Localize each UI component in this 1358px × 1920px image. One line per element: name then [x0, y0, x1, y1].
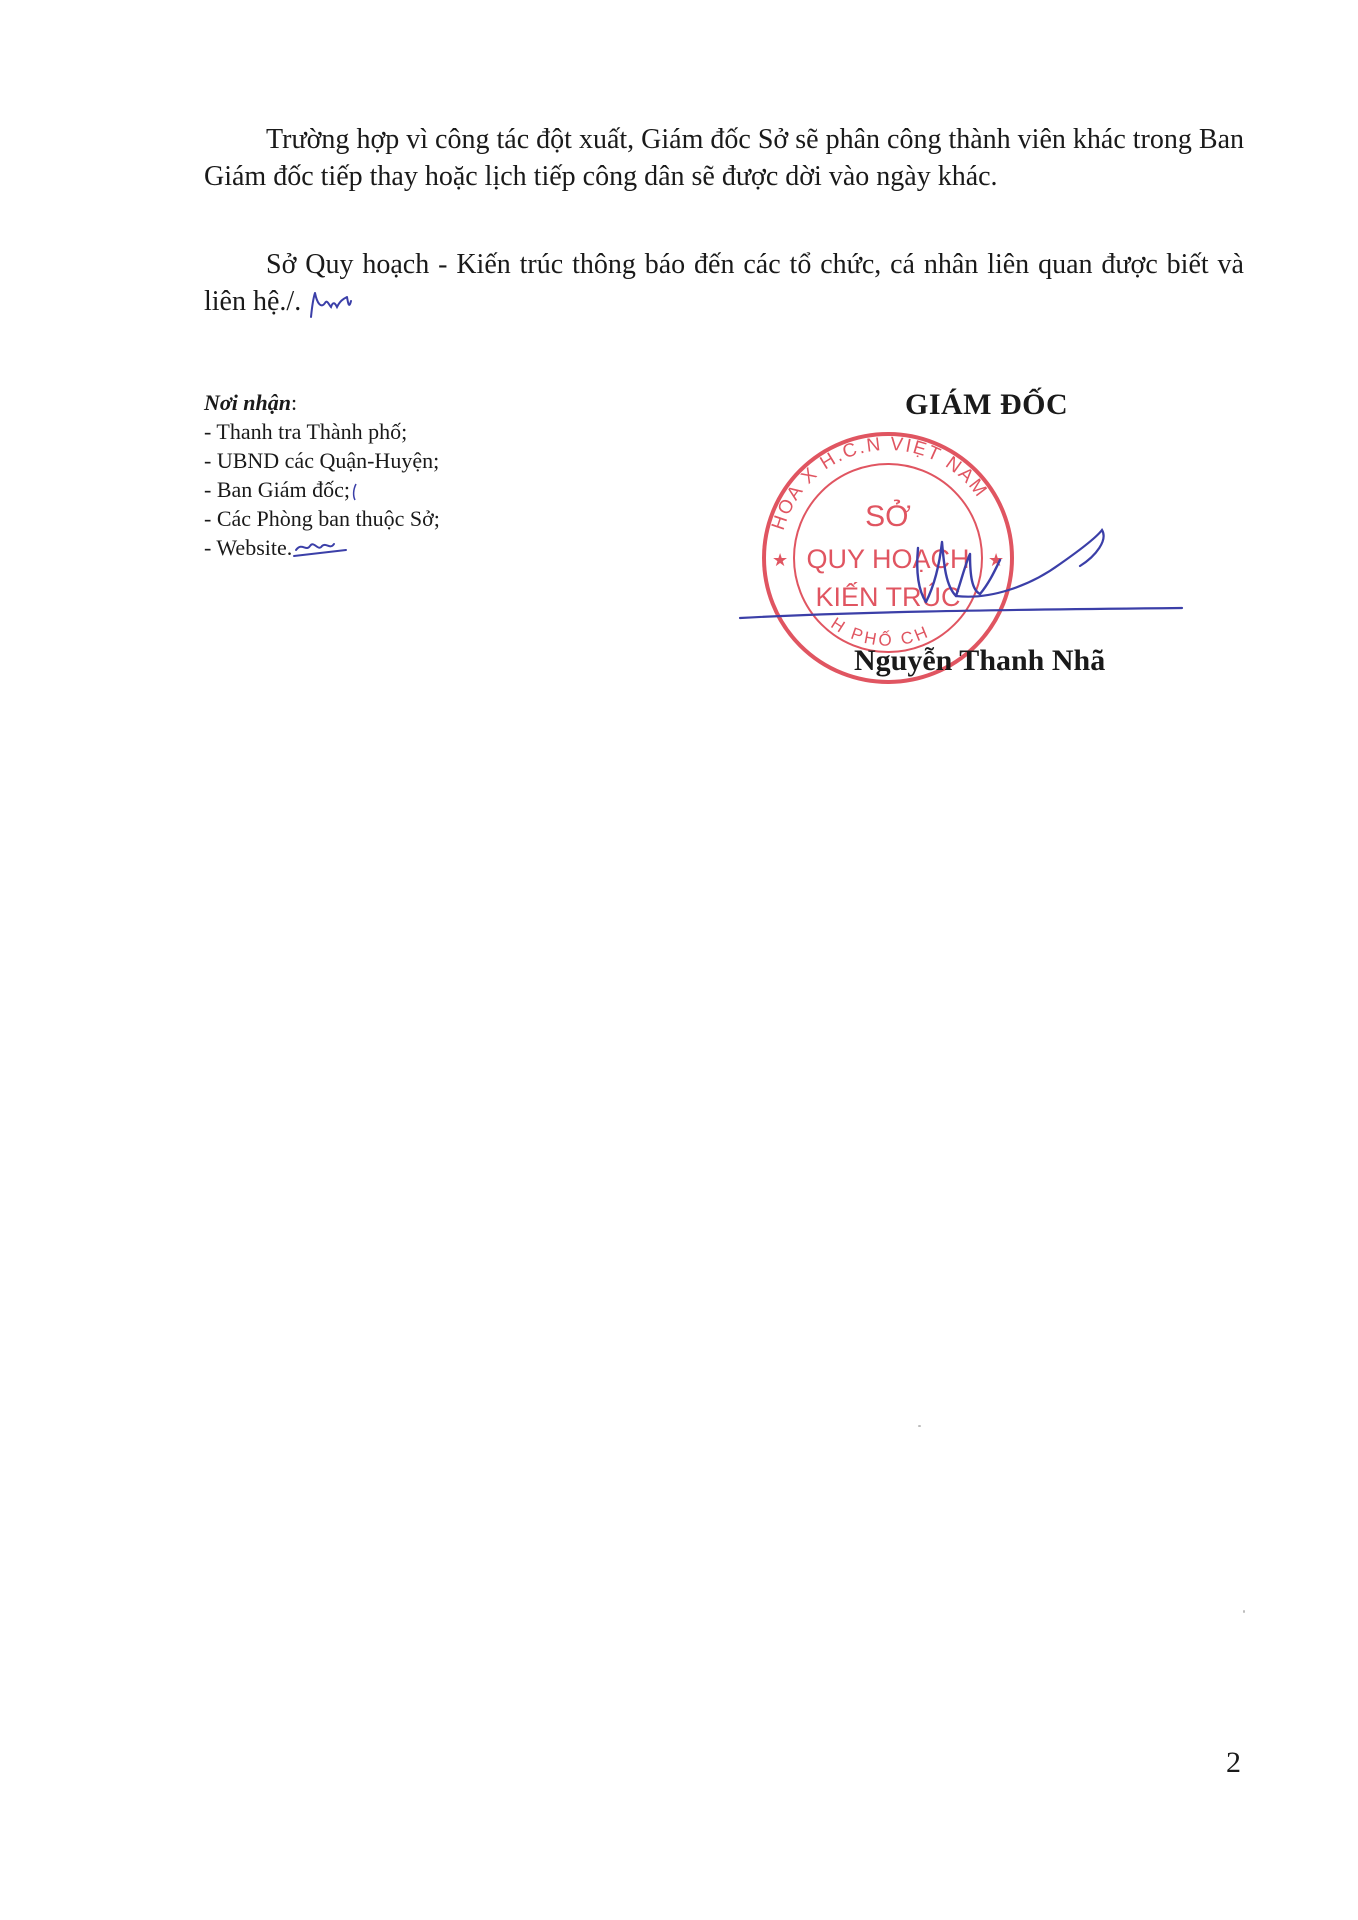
recipient-item-text: - Ban Giám đốc; — [204, 477, 351, 502]
handwritten-tick-icon — [350, 482, 360, 502]
recipients-block — [204, 388, 440, 564]
page-number: 2 — [1226, 1746, 1241, 1779]
body-paragraph-1: Trường hợp vì công tác đột xuất, Giám đốc Sở sẽ phân công thành viên khác trong Ban Giám đốc tiếp thay hoặc lịch tiếp công dân sẽ được dời vào ngày khác. — [204, 124, 1244, 192]
recipient-item-text: - Website. — [204, 535, 293, 560]
seal-line-2: QUY HOẠCH — [806, 544, 970, 574]
recipient-item: - Các Phòng ban thuộc Sở; — [204, 506, 440, 531]
handwritten-signature-icon — [730, 490, 1190, 640]
recipient-item — [204, 475, 440, 504]
body-paragraph-2 — [204, 246, 1244, 320]
recipients-colon: : — [291, 390, 298, 415]
signer-name: Nguyễn Thanh Nhã — [854, 644, 1106, 677]
seal-line-1: SỞ — [865, 500, 911, 533]
scan-speck — [1243, 1610, 1245, 1613]
handwritten-initials-icon — [307, 289, 355, 319]
recipient-item: - Thanh tra Thành phố; — [204, 419, 408, 444]
recipients-list — [204, 417, 440, 564]
seal-ring-text: HÒA X H.C.N VIỆT NAM — [767, 433, 992, 533]
seal-line-3: KIẾN TRÚC — [815, 582, 961, 612]
scan-speck — [918, 1425, 921, 1427]
handwritten-initials-icon — [292, 536, 350, 564]
recipients-heading — [204, 388, 440, 417]
body-paragraph-2-text: Sở Quy hoạch - Kiến trúc thông báo đến các tổ chức, cá nhân liên quan được biết và liên hệ./. — [204, 249, 1244, 317]
seal-bottom-text: H PHỐ CH — [827, 613, 933, 650]
seal-star-icon: ★ — [772, 550, 789, 570]
recipient-item — [204, 533, 440, 564]
recipients-title: Nơi nhận — [204, 390, 292, 415]
seal-star-icon: ★ — [988, 550, 1005, 570]
signer-rank: GIÁM ĐỐC — [905, 388, 1069, 421]
recipient-item: - UBND các Quận-Huyện; — [204, 448, 440, 473]
